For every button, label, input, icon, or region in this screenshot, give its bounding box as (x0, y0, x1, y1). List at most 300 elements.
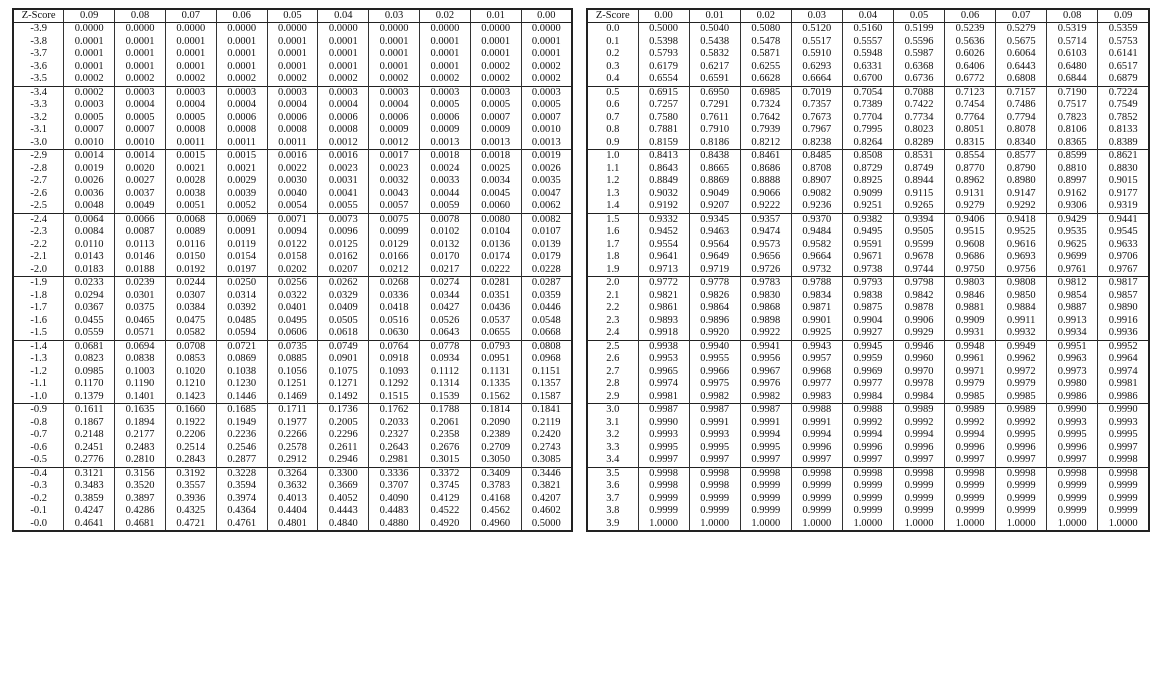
probability-cell: 0.0026 (521, 163, 572, 176)
probability-cell: 0.0001 (369, 36, 420, 49)
probability-cell: 0.1562 (470, 391, 521, 404)
probability-cell: 0.6217 (689, 61, 740, 74)
probability-cell: 0.9916 (1098, 315, 1149, 328)
probability-cell: 0.0281 (470, 277, 521, 290)
probability-cell: 0.9830 (740, 290, 791, 303)
table-row (13, 137, 572, 150)
probability-cell: 0.0010 (115, 137, 166, 150)
probability-cell: 0.9861 (638, 302, 689, 315)
probability-cell: 0.0401 (267, 302, 318, 315)
table-row (587, 226, 1149, 239)
z-score-cell: -2.8 (13, 163, 64, 176)
probability-cell: 0.0694 (115, 340, 166, 353)
probability-cell: 0.0808 (521, 340, 572, 353)
probability-cell: 0.3483 (64, 480, 115, 493)
probability-cell: 0.0038 (165, 188, 216, 201)
probability-cell: 0.0869 (216, 353, 267, 366)
probability-cell: 0.0571 (115, 327, 166, 340)
probability-cell: 0.9974 (1098, 366, 1149, 379)
probability-cell: 0.9968 (791, 366, 842, 379)
probability-cell: 0.5279 (996, 23, 1047, 36)
probability-cell: 0.5948 (842, 48, 893, 61)
probability-cell: 0.7764 (945, 112, 996, 125)
probability-cell: 0.0001 (216, 48, 267, 61)
probability-cell: 0.0006 (267, 112, 318, 125)
probability-cell: 0.9975 (689, 378, 740, 391)
probability-cell: 0.9999 (740, 480, 791, 493)
probability-cell: 0.9678 (893, 251, 944, 264)
probability-cell: 0.7823 (1047, 112, 1098, 125)
probability-cell: 0.8461 (740, 150, 791, 163)
probability-cell: 0.3632 (267, 480, 318, 493)
probability-cell: 0.2177 (115, 429, 166, 442)
probability-cell: 0.0001 (115, 48, 166, 61)
probability-cell: 0.8686 (740, 163, 791, 176)
header-cell: 0.04 (842, 9, 893, 23)
header-cell: 0.07 (165, 9, 216, 23)
probability-cell: 0.0005 (165, 112, 216, 125)
probability-cell: 0.9582 (791, 239, 842, 252)
probability-cell: 0.0359 (521, 290, 572, 303)
probability-cell: 0.0934 (420, 353, 471, 366)
probability-cell: 0.5000 (638, 23, 689, 36)
probability-cell: 0.9192 (638, 200, 689, 213)
probability-cell: 0.0073 (318, 213, 369, 226)
header-row (13, 9, 572, 23)
probability-cell: 0.1587 (521, 391, 572, 404)
probability-cell: 0.3520 (115, 480, 166, 493)
probability-cell: 0.0006 (420, 112, 471, 125)
probability-cell: 0.2296 (318, 429, 369, 442)
probability-cell: 0.9591 (842, 239, 893, 252)
probability-cell: 0.2514 (165, 442, 216, 455)
z-score-cell: -3.9 (13, 23, 64, 36)
probability-cell: 0.3936 (165, 493, 216, 506)
probability-cell: 0.0016 (267, 150, 318, 163)
probability-cell: 0.9884 (996, 302, 1047, 315)
probability-cell: 0.9971 (945, 366, 996, 379)
probability-cell: 0.9998 (893, 467, 944, 480)
probability-cell: 0.0001 (267, 61, 318, 74)
probability-cell: 0.0505 (318, 315, 369, 328)
probability-cell: 0.0143 (64, 251, 115, 264)
table-row (13, 99, 572, 112)
probability-cell: 0.9996 (893, 442, 944, 455)
probability-cell: 0.0256 (267, 277, 318, 290)
header-cell: 0.04 (318, 9, 369, 23)
probability-cell: 0.9686 (945, 251, 996, 264)
probability-cell: 0.9726 (740, 264, 791, 277)
probability-cell: 0.0548 (521, 315, 572, 328)
z-score-cell: 1.1 (587, 163, 638, 176)
probability-cell: 0.0018 (470, 150, 521, 163)
probability-cell: 0.9893 (638, 315, 689, 328)
probability-cell: 0.0110 (64, 239, 115, 252)
probability-cell: 0.0001 (165, 61, 216, 74)
probability-cell: 0.9394 (893, 213, 944, 226)
probability-cell: 0.0075 (369, 213, 420, 226)
probability-cell: 0.0002 (470, 73, 521, 86)
probability-cell: 0.8925 (842, 175, 893, 188)
probability-cell: 0.4168 (470, 493, 521, 506)
probability-cell: 0.9738 (842, 264, 893, 277)
probability-cell: 0.0012 (369, 137, 420, 150)
probability-cell: 0.8485 (791, 150, 842, 163)
probability-cell: 0.8238 (791, 137, 842, 150)
z-score-cell: 3.6 (587, 480, 638, 493)
probability-cell: 0.0001 (521, 48, 572, 61)
probability-cell: 0.4052 (318, 493, 369, 506)
probability-cell: 0.6808 (996, 73, 1047, 86)
probability-cell: 0.5199 (893, 23, 944, 36)
probability-cell: 0.9929 (893, 327, 944, 340)
table-row (13, 239, 572, 252)
probability-cell: 0.2389 (470, 429, 521, 442)
probability-cell: 0.0005 (64, 112, 115, 125)
z-score-cell: -0.5 (13, 454, 64, 467)
probability-cell: 0.4602 (521, 505, 572, 518)
probability-cell: 0.0006 (216, 112, 267, 125)
probability-cell: 0.9997 (689, 454, 740, 467)
probability-cell: 0.2776 (64, 454, 115, 467)
probability-cell: 0.0001 (369, 61, 420, 74)
probability-cell: 0.0217 (420, 264, 471, 277)
probability-cell: 0.0139 (521, 239, 572, 252)
probability-cell: 0.9999 (945, 480, 996, 493)
probability-cell: 0.0036 (64, 188, 115, 201)
probability-cell: 0.2743 (521, 442, 572, 455)
probability-cell: 0.0066 (115, 213, 166, 226)
probability-cell: 0.7939 (740, 124, 791, 137)
table-row (587, 467, 1149, 480)
z-score-cell: 0.5 (587, 86, 638, 99)
z-score-cell: -1.8 (13, 290, 64, 303)
probability-cell: 0.9732 (791, 264, 842, 277)
probability-cell: 0.9998 (740, 467, 791, 480)
probability-cell: 0.0030 (267, 175, 318, 188)
probability-cell: 0.4207 (521, 493, 572, 506)
probability-cell: 0.9940 (689, 340, 740, 353)
probability-cell: 0.5160 (842, 23, 893, 36)
probability-cell: 0.9671 (842, 251, 893, 264)
probability-cell: 0.0008 (165, 124, 216, 137)
probability-cell: 0.4090 (369, 493, 420, 506)
probability-cell: 0.0154 (216, 251, 267, 264)
table-row (587, 454, 1149, 467)
probability-cell: 0.8413 (638, 150, 689, 163)
table-row (13, 112, 572, 125)
probability-cell: 0.6141 (1098, 48, 1149, 61)
z-score-cell: 2.1 (587, 290, 638, 303)
table-row (13, 480, 572, 493)
probability-cell: 0.9990 (1098, 404, 1149, 417)
probability-cell: 0.2061 (420, 417, 471, 430)
probability-cell: 0.9992 (842, 417, 893, 430)
probability-cell: 0.0001 (420, 36, 471, 49)
probability-cell: 0.6103 (1047, 48, 1098, 61)
probability-cell: 0.0054 (267, 200, 318, 213)
probability-cell: 0.9999 (893, 480, 944, 493)
probability-cell: 0.0367 (64, 302, 115, 315)
probability-cell: 0.6700 (842, 73, 893, 86)
probability-cell: 0.0838 (115, 353, 166, 366)
z-table-negative (12, 8, 573, 532)
header-zscore: Z-Score (13, 9, 64, 23)
probability-cell: 0.0002 (521, 61, 572, 74)
probability-cell: 0.3336 (369, 467, 420, 480)
probability-cell: 0.0475 (165, 315, 216, 328)
probability-cell: 0.0023 (318, 163, 369, 176)
probability-cell: 0.0004 (318, 99, 369, 112)
probability-cell: 0.0069 (216, 213, 267, 226)
z-score-cell: -0.2 (13, 493, 64, 506)
probability-cell: 0.7517 (1047, 99, 1098, 112)
table-row (587, 404, 1149, 417)
probability-cell: 0.5120 (791, 23, 842, 36)
probability-cell: 0.0002 (165, 73, 216, 86)
probability-cell: 0.9999 (842, 480, 893, 493)
probability-cell: 0.3015 (420, 454, 471, 467)
probability-cell: 1.0000 (740, 518, 791, 532)
probability-cell: 0.9946 (893, 340, 944, 353)
probability-cell: 0.1131 (470, 366, 521, 379)
probability-cell: 0.1423 (165, 391, 216, 404)
probability-cell: 0.0166 (369, 251, 420, 264)
probability-cell: 0.0001 (267, 48, 318, 61)
probability-cell: 0.1230 (216, 378, 267, 391)
probability-cell: 0.1711 (267, 404, 318, 417)
probability-cell: 0.0001 (521, 36, 572, 49)
probability-cell: 0.0040 (267, 188, 318, 201)
probability-cell: 0.9913 (1047, 315, 1098, 328)
probability-cell: 0.9864 (689, 302, 740, 315)
probability-cell: 0.9265 (893, 200, 944, 213)
z-score-cell: 3.3 (587, 442, 638, 455)
z-score-cell: 0.2 (587, 48, 638, 61)
header-cell: 0.09 (1098, 9, 1149, 23)
probability-cell: 0.8980 (996, 175, 1047, 188)
probability-cell: 0.0158 (267, 251, 318, 264)
probability-cell: 0.9998 (791, 467, 842, 480)
probability-cell: 0.7422 (893, 99, 944, 112)
z-score-cell: 1.6 (587, 226, 638, 239)
z-score-cell: -3.4 (13, 86, 64, 99)
probability-cell: 0.0011 (216, 137, 267, 150)
probability-cell: 0.9966 (689, 366, 740, 379)
probability-cell: 0.9846 (945, 290, 996, 303)
probability-cell: 0.2546 (216, 442, 267, 455)
header-cell: 0.06 (945, 9, 996, 23)
probability-cell: 0.2643 (369, 442, 420, 455)
probability-cell: 0.9699 (1047, 251, 1098, 264)
probability-cell: 0.4483 (369, 505, 420, 518)
z-score-cell: -0.8 (13, 417, 64, 430)
probability-cell: 0.6517 (1098, 61, 1149, 74)
probability-cell: 0.5080 (740, 23, 791, 36)
probability-cell: 0.0000 (470, 23, 521, 36)
probability-cell: 0.9842 (893, 290, 944, 303)
probability-cell: 0.0446 (521, 302, 572, 315)
probability-cell: 0.9854 (1047, 290, 1098, 303)
probability-cell: 0.3085 (521, 454, 572, 467)
probability-cell: 0.0087 (115, 226, 166, 239)
probability-cell: 0.0721 (216, 340, 267, 353)
probability-cell: 0.0018 (420, 150, 471, 163)
probability-cell: 0.4325 (165, 505, 216, 518)
probability-cell: 0.0202 (267, 264, 318, 277)
probability-cell: 0.0207 (318, 264, 369, 277)
probability-cell: 0.9999 (689, 505, 740, 518)
z-score-cell: -2.0 (13, 264, 64, 277)
probability-cell: 0.9812 (1047, 277, 1098, 290)
probability-cell: 0.0132 (420, 239, 471, 252)
probability-cell: 0.1762 (369, 404, 420, 417)
table-row (587, 315, 1149, 328)
probability-cell: 0.9961 (945, 353, 996, 366)
probability-cell: 0.0001 (216, 61, 267, 74)
probability-cell: 0.0017 (369, 150, 420, 163)
probability-cell: 0.5793 (638, 48, 689, 61)
probability-cell: 0.9706 (1098, 251, 1149, 264)
probability-cell: 0.9911 (996, 315, 1047, 328)
probability-cell: 0.1292 (369, 378, 420, 391)
probability-cell: 0.9418 (996, 213, 1047, 226)
probability-cell: 0.0485 (216, 315, 267, 328)
z-score-cell: -2.3 (13, 226, 64, 239)
probability-cell: 0.0222 (470, 264, 521, 277)
probability-cell: 0.9994 (740, 429, 791, 442)
z-score-cell: 2.8 (587, 378, 638, 391)
probability-cell: 0.8643 (638, 163, 689, 176)
probability-cell: 0.0250 (216, 277, 267, 290)
table-row (13, 264, 572, 277)
header-cell: 0.02 (740, 9, 791, 23)
probability-cell: 0.2843 (165, 454, 216, 467)
probability-cell: 0.9999 (893, 493, 944, 506)
probability-cell: 0.0001 (216, 36, 267, 49)
probability-cell: 0.0003 (216, 86, 267, 99)
probability-cell: 0.0007 (64, 124, 115, 137)
probability-cell: 0.0022 (267, 163, 318, 176)
probability-cell: 0.0006 (318, 112, 369, 125)
probability-cell: 0.4960 (470, 518, 521, 532)
probability-cell: 0.0793 (470, 340, 521, 353)
probability-cell: 0.7357 (791, 99, 842, 112)
probability-cell: 0.9996 (945, 442, 996, 455)
probability-cell: 0.1335 (470, 378, 521, 391)
probability-cell: 0.7580 (638, 112, 689, 125)
probability-cell: 0.9474 (740, 226, 791, 239)
probability-cell: 0.9995 (689, 442, 740, 455)
table-row (587, 340, 1149, 353)
probability-cell: 0.9998 (689, 467, 740, 480)
probability-cell: 0.9998 (638, 480, 689, 493)
probability-cell: 0.4443 (318, 505, 369, 518)
probability-cell: 0.8051 (945, 124, 996, 137)
table-row (587, 124, 1149, 137)
z-score-cell: 0.8 (587, 124, 638, 137)
probability-cell: 0.0068 (165, 213, 216, 226)
probability-cell: 0.0764 (369, 340, 420, 353)
probability-cell: 0.9370 (791, 213, 842, 226)
probability-cell: 0.8577 (996, 150, 1047, 163)
probability-cell: 0.0003 (470, 86, 521, 99)
probability-cell: 0.9834 (791, 290, 842, 303)
probability-cell: 0.0001 (64, 61, 115, 74)
probability-cell: 0.7324 (740, 99, 791, 112)
probability-cell: 0.8554 (945, 150, 996, 163)
z-score-cell: -2.7 (13, 175, 64, 188)
probability-cell: 0.6915 (638, 86, 689, 99)
probability-cell: 0.0427 (420, 302, 471, 315)
z-score-cell: -2.1 (13, 251, 64, 264)
probability-cell: 0.0002 (369, 73, 420, 86)
z-score-cell: 1.4 (587, 200, 638, 213)
probability-cell: 0.5910 (791, 48, 842, 61)
table-row (587, 493, 1149, 506)
probability-cell: 0.9803 (945, 277, 996, 290)
probability-cell: 0.9997 (945, 454, 996, 467)
probability-cell: 0.5636 (945, 36, 996, 49)
probability-cell: 0.0026 (64, 175, 115, 188)
probability-cell: 0.9992 (945, 417, 996, 430)
probability-cell: 0.6844 (1047, 73, 1098, 86)
probability-cell: 0.9999 (638, 505, 689, 518)
table-row (13, 327, 572, 340)
probability-cell: 0.6664 (791, 73, 842, 86)
probability-cell: 0.9901 (791, 315, 842, 328)
table-row (13, 378, 572, 391)
probability-cell: 0.9984 (893, 391, 944, 404)
probability-cell: 0.0007 (521, 112, 572, 125)
probability-cell: 0.2148 (64, 429, 115, 442)
probability-cell: 0.8389 (1098, 137, 1149, 150)
probability-cell: 0.9970 (893, 366, 944, 379)
probability-cell: 0.9999 (791, 493, 842, 506)
probability-cell: 0.9890 (1098, 302, 1149, 315)
probability-cell: 0.3859 (64, 493, 115, 506)
probability-cell: 0.9953 (638, 353, 689, 366)
probability-cell: 0.4286 (115, 505, 166, 518)
table-row (13, 467, 572, 480)
table-row (587, 251, 1149, 264)
probability-cell: 0.9994 (842, 429, 893, 442)
probability-cell: 0.0062 (521, 200, 572, 213)
probability-cell: 0.0183 (64, 264, 115, 277)
probability-cell: 0.2877 (216, 454, 267, 467)
probability-cell: 0.1788 (420, 404, 471, 417)
probability-cell: 0.9938 (638, 340, 689, 353)
probability-cell: 0.1020 (165, 366, 216, 379)
probability-cell: 0.1977 (267, 417, 318, 430)
probability-cell: 0.0001 (64, 36, 115, 49)
table-row (587, 505, 1149, 518)
probability-cell: 0.9995 (996, 429, 1047, 442)
probability-cell: 0.9994 (945, 429, 996, 442)
probability-cell: 0.5832 (689, 48, 740, 61)
probability-cell: 0.1190 (115, 378, 166, 391)
probability-cell: 0.9931 (945, 327, 996, 340)
probability-cell: 0.0655 (470, 327, 521, 340)
probability-cell: 0.1922 (165, 417, 216, 430)
probability-cell: 0.0129 (369, 239, 420, 252)
probability-cell: 0.1379 (64, 391, 115, 404)
probability-cell: 0.0035 (521, 175, 572, 188)
probability-cell: 0.8340 (996, 137, 1047, 150)
probability-cell: 0.7224 (1098, 86, 1149, 99)
probability-cell: 0.8289 (893, 137, 944, 150)
probability-cell: 0.7291 (689, 99, 740, 112)
